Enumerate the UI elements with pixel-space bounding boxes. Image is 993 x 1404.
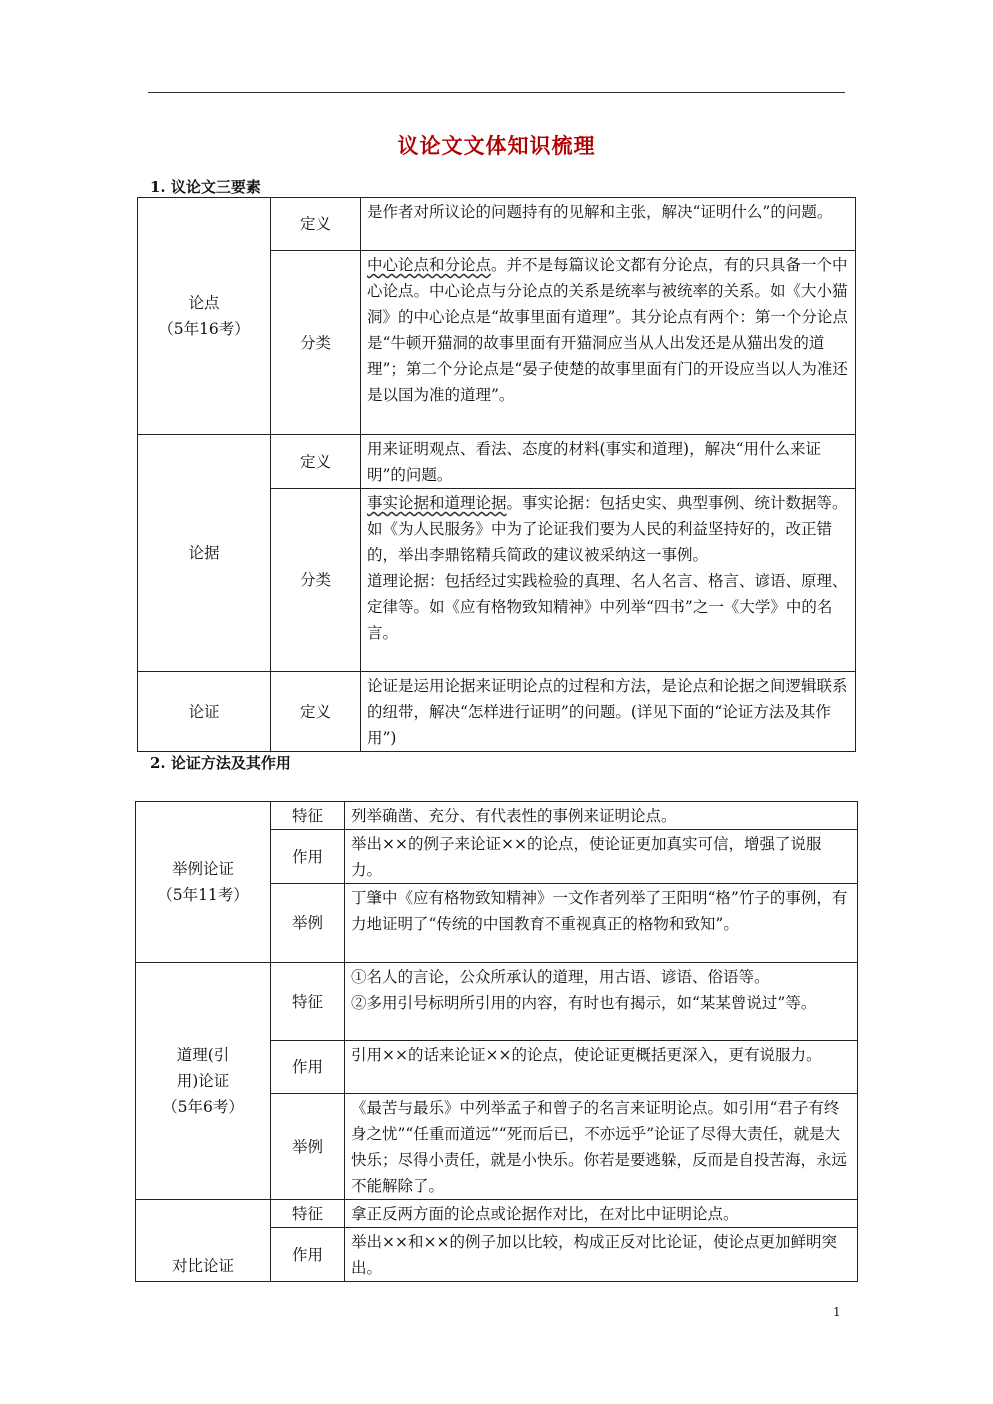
content-text: 。并不是每篇议论文都有分论点，有的只具备一个中心论点。中心论点与分论点的关系是统率与被统率的关系。如《大小猫洞》的中心论点是“故事里面有道理”。其分论点有两个：第一个分论点是“牛顿开猫洞的故事里面有开猫洞应当从人出发还是从猫出发的道理”；第二个分论点是“晏子使楚的故事里面有门的开设应当以人为准还是以国为准的道理”。 (367, 256, 848, 404)
category-label: 论据 (188, 544, 220, 562)
content-cell: 用来证明观点、看法、态度的材料(事实和道理)，解决“用什么来证明”的问题。 (361, 435, 856, 489)
content-cell (361, 489, 856, 672)
sub-label-cell: 特征 (271, 1200, 345, 1228)
content-cell: 列举确凿、充分、有代表性的事例来证明论点。 (345, 802, 858, 830)
category-cell-juli (136, 802, 271, 963)
sub-label-cell: 举例 (271, 884, 345, 963)
category-label: 道理(引用)论证 (176, 1046, 230, 1090)
category-label: 论证 (188, 702, 220, 721)
content-cell: 拿正反两方面的论点或论据作对比，在对比中证明论点。 (345, 1200, 858, 1228)
emphasis-text: 中心论点和分论点 (367, 256, 492, 274)
category-cell-lunju (138, 435, 271, 672)
content-cell: 是作者对所议论的问题持有的见解和主张，解决“证明什么”的问题。 (361, 198, 856, 251)
category-cell-lundian (138, 198, 271, 435)
content-paragraph: ①名人的言论，公众所承认的道理，用古语、谚语、俗语等。 (351, 968, 770, 986)
document-title: 议论文文体知识梳理 (397, 133, 596, 158)
category-cell-lunzheng (138, 672, 271, 752)
elements-table (137, 197, 856, 752)
category-note: （5年16考） (158, 320, 250, 338)
emphasis-text: 事实论据和道理论据 (367, 494, 507, 512)
category-note: （5年11考） (157, 886, 249, 904)
content-text: 。事实论据：包括史实、典型事例、统计数据等。如《为人民服务》中为了论证我们要为人民的利益坚持好的，改正错的，举出李鼎铭精兵简政的建议被采纳这一事例。 (367, 494, 848, 564)
sub-label-cell: 定义 (271, 435, 361, 489)
table-row (136, 963, 858, 1041)
content-cell: 举出××的例子来论证××的论点，使论证更加真实可信，增强了说服力。 (345, 830, 858, 884)
content-paragraph (367, 490, 849, 568)
sub-label-cell: 作用 (271, 1041, 345, 1094)
content-cell: 举出××和××的例子加以比较，构成正反对比论证，使论点更加鲜明突出。 (345, 1228, 858, 1282)
sub-label-cell: 分类 (271, 251, 361, 435)
sub-label-cell: 特征 (271, 802, 345, 830)
page-number: 1 (833, 1305, 841, 1319)
sub-label-cell: 举例 (271, 1094, 345, 1200)
category-label: 对比论证 (171, 1257, 234, 1275)
content-cell (361, 251, 856, 435)
category-note: （5年6考） (162, 1098, 244, 1116)
content-cell (345, 963, 858, 1041)
content-cell: 《最苦与最乐》中列举孟子和曾子的名言来证明论点。如引用“君子有终身之忧”“任重而道远”“死而后已，不亦远乎”论证了尽得大责任，就是大快乐；尽得小责任，就是小快乐。你若是要逃躲，反而是自投苦海，永远不能解除了。 (345, 1094, 858, 1200)
sub-label-cell: 定义 (271, 198, 361, 251)
table-row (138, 435, 856, 489)
category-cell-daoli (136, 963, 271, 1200)
section-heading-methods: 2. 论证方法及其作用 (150, 754, 291, 772)
header-rule (148, 92, 845, 93)
sub-label-cell: 作用 (271, 1228, 345, 1282)
content-cell: 丁肇中《应有格物致知精神》一文作者列举了王阳明“格”竹子的事例，有力地证明了“传统的中国教育不重视真正的格物和致知”。 (345, 884, 858, 963)
methods-table (135, 801, 858, 1282)
sub-label-cell: 分类 (271, 489, 361, 672)
category-cell-duibi (136, 1200, 271, 1282)
table-row (136, 802, 858, 830)
sub-label-cell: 特征 (271, 963, 345, 1041)
content-cell: 论证是运用论据来证明论点的过程和方法，是论点和论据之间逻辑联系的纽带，解决“怎样进行证明”的问题。(详见下面的“论证方法及其作用”) (361, 672, 856, 752)
content-cell: 引用××的话来论证××的论点，使论证更概括更深入，更有说服力。 (345, 1041, 858, 1094)
table-row (136, 1200, 858, 1228)
section-heading-elements: 1. 议论文三要素 (150, 178, 261, 196)
table-row (138, 198, 856, 251)
sub-label-cell: 作用 (271, 830, 345, 884)
category-label: 论点 (188, 294, 220, 312)
category-label: 举例论证 (171, 860, 234, 878)
table-row (138, 672, 856, 752)
content-paragraph: 道理论据：包括经过实践检验的真理、名人名言、格言、谚语、原理、定律等。如《应有格物致知精神》中列举“四书”之一《大学》中的名言。 (367, 572, 848, 642)
sub-label-cell: 定义 (271, 672, 361, 752)
content-paragraph: ②多用引号标明所引用的内容，有时也有揭示，如“某某曾说过”等。 (351, 994, 817, 1012)
